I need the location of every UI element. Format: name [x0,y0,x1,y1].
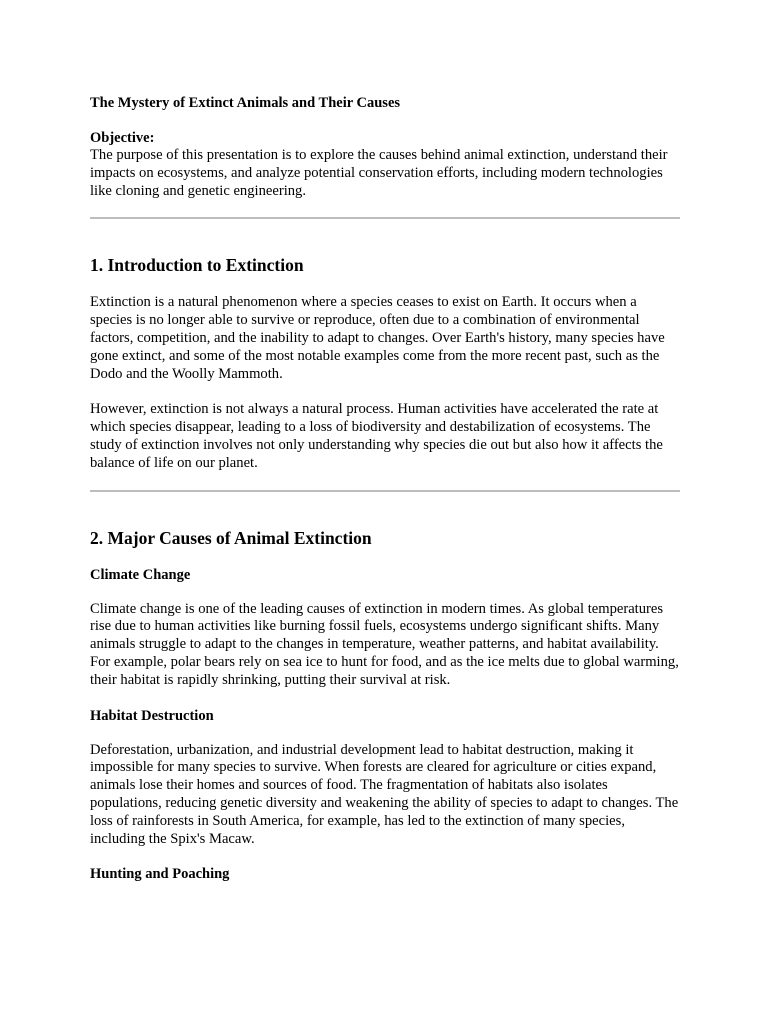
section-divider [90,217,680,219]
introduction-paragraph: Extinction is a natural phenomenon where a species ceases to exist on Earth. It occurs when a species is no longer able to survive or reproduce, often due to a combination of environmental factors, competition, and the inability to adapt to changes. Over Earth's history, many species have gone extinct, and some of the most notable examples come from the more recent past, such as the Dodo and the Woolly Mammoth. [90,294,665,382]
subheading-hunting-poaching: Hunting and Poaching [90,866,230,883]
subheading-habitat-destruction: Habitat Destruction [90,707,214,724]
section-divider [90,490,680,492]
objective-text: The purpose of this presentation is to explore the causes behind animal extinction, understand their impacts on ecosystems, and analyze potential conservation efforts, including modern technologies like cloning and genetic engineering. [90,147,668,199]
climate-change-paragraph: Climate change is one of the leading causes of extinction in modern times. As global temperatures rise due to human activities like burning fossil fuels, ecosystems undergo significant shifts. Many animals struggle to adapt to the changes in temperature, weather patterns, and habitat availability. For example, polar bears rely on sea ice to hunt for food, and as the ice melts due to global warming, their habitat is rapidly shrinking, putting their survival at risk. [90,600,679,688]
introduction-paragraph: However, extinction is not always a natural process. Human activities have accelerated the rate at which species disappear, leading to a loss of biodiversity and destabilization of ecosystems. The study of extinction involves not only understanding why species die out but also how it affects the balance of life on our planet. [90,401,663,471]
subheading-climate-change: Climate Change [90,566,191,583]
section-heading-major-causes: 2. Major Causes of Animal Extinction [90,527,372,548]
objective-label: Objective: [90,130,155,146]
document-title: The Mystery of Extinct Animals and Their Causes [90,95,401,111]
document-page [90,94,680,883]
section-heading-introduction: 1. Introduction to Extinction [90,255,304,276]
habitat-destruction-paragraph: Deforestation, urbanization, and industrial development lead to habitat destruction, making it impossible for many species to survive. When forests are cleared for agriculture or cities expand, animals lose their homes and sources of food. The fragmentation of habitats also isolates populations, reducing genetic diversity and weakening the ability of species to adapt to changes. The loss of rainforests in South America, for example, has led to the extinction of many species, including the Spix's Macaw. [90,741,679,847]
